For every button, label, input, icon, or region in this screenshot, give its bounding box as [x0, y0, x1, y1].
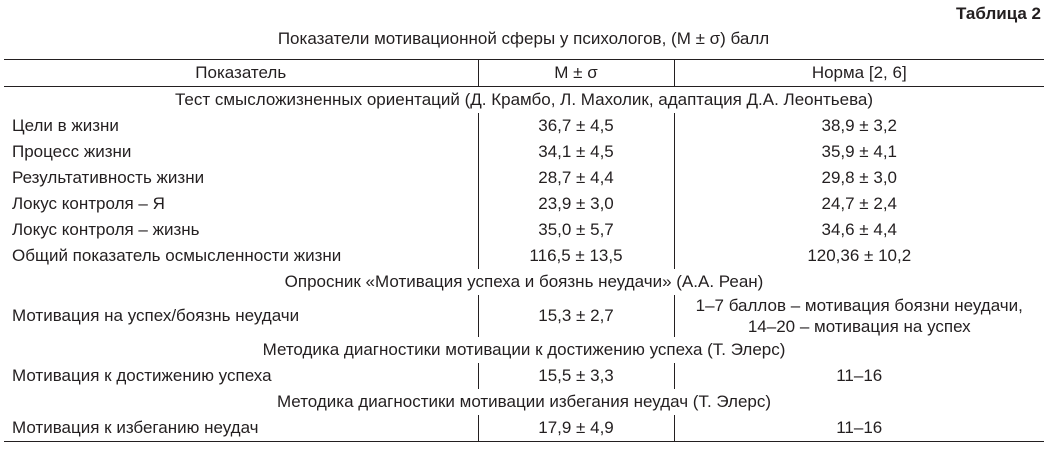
table-row	[4, 243, 1044, 269]
section-title: Методика диагностики мотивации к достижению успеха (Т. Элерс)	[262, 340, 786, 359]
indicator-name: Общий показатель осмысленности жизни	[12, 246, 342, 265]
norm-value: 38,9 ± 3,2	[674, 113, 1044, 139]
table-row	[4, 139, 1044, 165]
mean-sd-value: 15,3 ± 2,7	[478, 295, 674, 337]
mean-sd-value: 15,5 ± 3,3	[478, 363, 674, 389]
norm-value: 29,8 ± 3,0	[674, 165, 1044, 191]
table-row	[4, 415, 1044, 442]
norm-value: 34,6 ± 4,4	[674, 217, 1044, 243]
mean-sd-value: 116,5 ± 13,5	[478, 243, 674, 269]
norm-value: 24,7 ± 2,4	[674, 191, 1044, 217]
norm-value: 11–16	[674, 415, 1044, 442]
indicator-name: Мотивация на успех/боязнь неудачи	[12, 306, 300, 325]
table-caption: Показатели мотивационной сферы у психологов, (М ± σ) балл	[277, 29, 770, 48]
mean-sd-value: 23,9 ± 3,0	[478, 191, 674, 217]
norm-value: 35,9 ± 4,1	[674, 139, 1044, 165]
section-row	[4, 337, 1044, 363]
table-number-label: Таблица 2	[955, 4, 1041, 23]
indicator-name: Локус контроля – жизнь	[12, 220, 200, 239]
motivation-table	[4, 59, 1044, 442]
norm-value	[674, 295, 1044, 337]
table-row	[4, 165, 1044, 191]
section-row	[4, 269, 1044, 295]
norm-line: 14–20 – мотивация на успех	[747, 317, 971, 336]
mean-sd-value: 28,7 ± 4,4	[478, 165, 674, 191]
table-row	[4, 113, 1044, 139]
mean-sd-value: 35,0 ± 5,7	[478, 217, 674, 243]
section-row	[4, 87, 1044, 114]
section-title: Опросник «Мотивация успеха и боязнь неудачи» (А.А. Реан)	[284, 272, 764, 291]
mean-sd-value: 34,1 ± 4,5	[478, 139, 674, 165]
indicator-name: Результативность жизни	[12, 168, 205, 187]
header-indicator: Показатель	[4, 60, 478, 87]
norm-value: 11–16	[674, 363, 1044, 389]
header-row	[4, 60, 1044, 87]
indicator-name: Локус контроля – Я	[12, 194, 165, 213]
table-row	[4, 295, 1044, 337]
indicator-name: Мотивация к достижению успеха	[12, 366, 272, 385]
table-row	[4, 191, 1044, 217]
header-mean-sd: М ± σ	[478, 60, 674, 87]
table-row	[4, 217, 1044, 243]
section-row	[4, 389, 1044, 415]
header-norm: Норма [2, 6]	[674, 60, 1044, 87]
indicator-name: Мотивация к избеганию неудач	[4, 415, 478, 442]
table-row	[4, 363, 1044, 389]
indicator-name: Цели в жизни	[12, 116, 119, 135]
mean-sd-value: 17,9 ± 4,9	[478, 415, 674, 442]
indicator-name: Процесс жизни	[12, 142, 132, 161]
norm-line: 1–7 баллов – мотивация боязни неудачи,	[695, 296, 1023, 315]
section-title: Тест смысложизненных ориентаций (Д. Крамбо, Л. Махолик, адаптация Д.А. Леонтьева)	[174, 90, 874, 109]
mean-sd-value: 36,7 ± 4,5	[478, 113, 674, 139]
norm-value: 120,36 ± 10,2	[674, 243, 1044, 269]
section-title: Методика диагностики мотивации избегания неудач (Т. Элерс)	[276, 392, 772, 411]
